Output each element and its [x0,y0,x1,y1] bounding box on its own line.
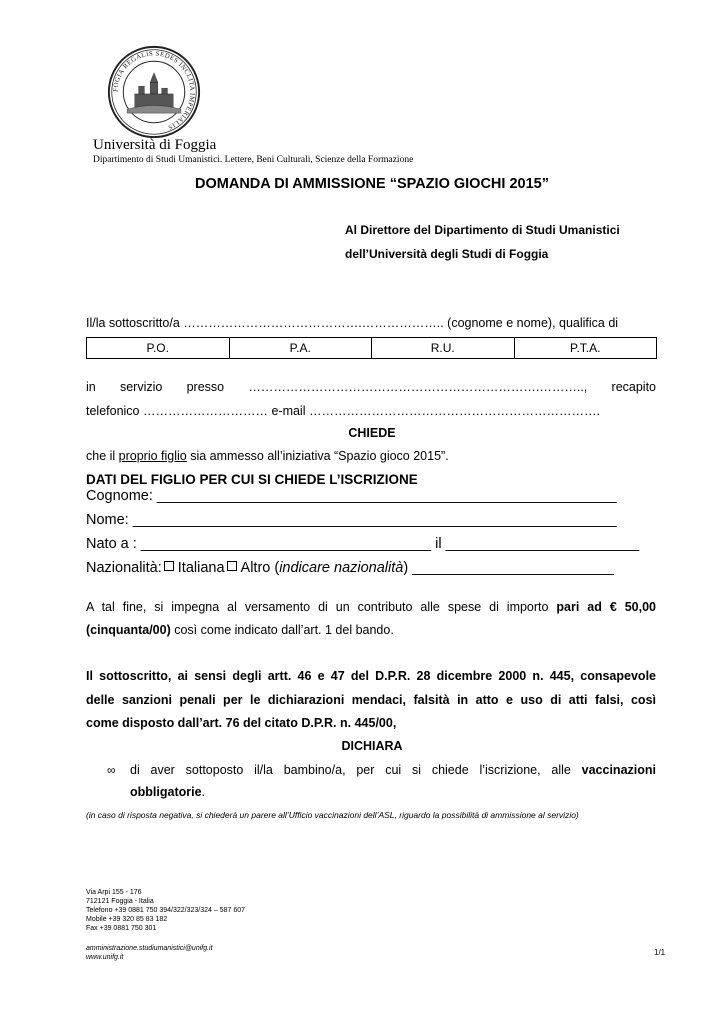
chiede-heading: CHIEDE [348,426,396,440]
child-data-heading: DATI DEL FIGLIO PER CUI SI CHIEDE L’ISCRIZIONE [86,472,418,487]
fee-amount-words: (cinquanta/00) [86,623,171,637]
footer-fax: Fax +39 0881 750 301 [86,925,157,932]
footer-address [86,888,245,933]
declaration-line-2: delle sanzioni penali per le dichiarazioni mendaci, falsità in atto e uso di atti falsi, così [86,693,656,707]
fee-post: così come indicato dall’art. 1 del bando. [170,623,394,637]
other-post[interactable]: ) _________________________ [403,560,614,576]
svg-text:FOGIA REGALIS SEDES INCLITA IM: FOGIA REGALIS SEDES INCLITA IMPERIALIS [112,50,196,131]
intro-line: Il/la sottoscritto/a …………………………………….……………….. (cognome e nome), qualifica di [86,316,619,330]
declaration-line-3: come disposto dall’art. 76 del citato D.P.R. n. 445/00, [86,716,397,730]
qualification-ru[interactable]: R.U. [372,338,515,359]
other-pre: Altro ( [240,560,280,576]
bullet-icon: ∞ [107,763,116,777]
fee-pre: A tal fine, si impegna al versamento di un contributo alle spese di importo [86,600,557,614]
fee-amount: pari ad € 50,00 [556,600,656,614]
addressee-line-2: dell’Università degli Studi di Foggia [345,247,549,261]
footer-phone: Telefono +39 0881 750 394/322/323/324 – 587 607 [86,907,246,914]
footer-address-2: 712121 Foggia - Italia [86,898,154,905]
page-number: 1/1 [654,948,666,957]
other-checkbox[interactable] [227,561,237,571]
qualification-table [86,337,657,359]
request-pre: che il [86,449,119,463]
vaccination-bold-2: obbligatorie [130,785,202,799]
contact-line: telefonico ………………………… e-mail ……………………………………………………………. [86,404,600,418]
university-name: Università di Foggia [93,137,217,153]
footer-address-1: Via Arpi 155 - 176 [86,889,142,896]
document-title: DOMANDA DI AMMISSIONE “SPAZIO GIOCHI 2015” [195,176,549,192]
nationality-label: Nazionalità: [86,560,162,576]
vaccination-pre: di aver sottoposto il/la bambino/a, per cui si chiede l’iscrizione, alle [130,763,582,777]
birthplace-field[interactable]: Nato a : ____________________________________ il ________________________ [86,536,640,552]
vaccination-line-1 [130,763,656,777]
vaccination-bold: vaccinazioni [581,763,656,777]
surname-field[interactable]: Cognome: _________________________________________________________ [86,488,617,504]
dichiara-heading: DICHIARA [341,739,403,753]
vaccination-note: (in caso di risposta negativa, si chiederà un parere all’Ufficio vaccinazioni dell’ASL, riguardo la possibilità di ammissione al servizio) [86,810,579,820]
footer-mobile: Mobile +39 320 85 83 182 [86,916,168,923]
italian-label: Italiana [177,560,225,576]
footer-web-link[interactable]: www.unifg.it [86,954,124,961]
footer-contacts [86,944,213,962]
nationality-row [86,560,614,576]
italian-checkbox[interactable] [164,561,174,571]
declaration-line-1: Il sottoscritto, ai sensi degli artt. 46 e 47 del D.P.R. 28 dicembre 2000 n. 445, consapevole [86,669,656,683]
qualification-po[interactable]: P.O. [87,338,230,359]
footer-email-link[interactable]: amministrazione.studiumanistici@unifg.it [86,945,213,952]
university-seal-logo [106,44,202,140]
fee-line-2 [86,623,656,637]
request-link: proprio figlio [118,449,187,463]
service-line: in servizio presso …………………………………………………………….……….., recapito [86,380,656,394]
other-italic: indicare nazionalità [279,560,404,576]
vaccination-line-2 [130,785,656,799]
vaccination-post: . [201,785,206,799]
qualification-pta[interactable]: P.T.A. [514,338,657,359]
request-line [86,449,656,463]
fee-line-1 [86,600,656,614]
name-field[interactable]: Nome: ____________________________________________________________ [86,512,617,528]
addressee-line-1: Al Direttore del Dipartimento di Studi Umanistici [345,223,620,237]
department-name: Dipartimento di Studi Umanistici. Lettere, Beni Culturali, Scienze della Formazione [93,155,414,165]
request-post: sia ammesso all’iniziativa “Spazio gioco 2015”. [186,449,449,463]
qualification-pa[interactable]: P.A. [229,338,372,359]
